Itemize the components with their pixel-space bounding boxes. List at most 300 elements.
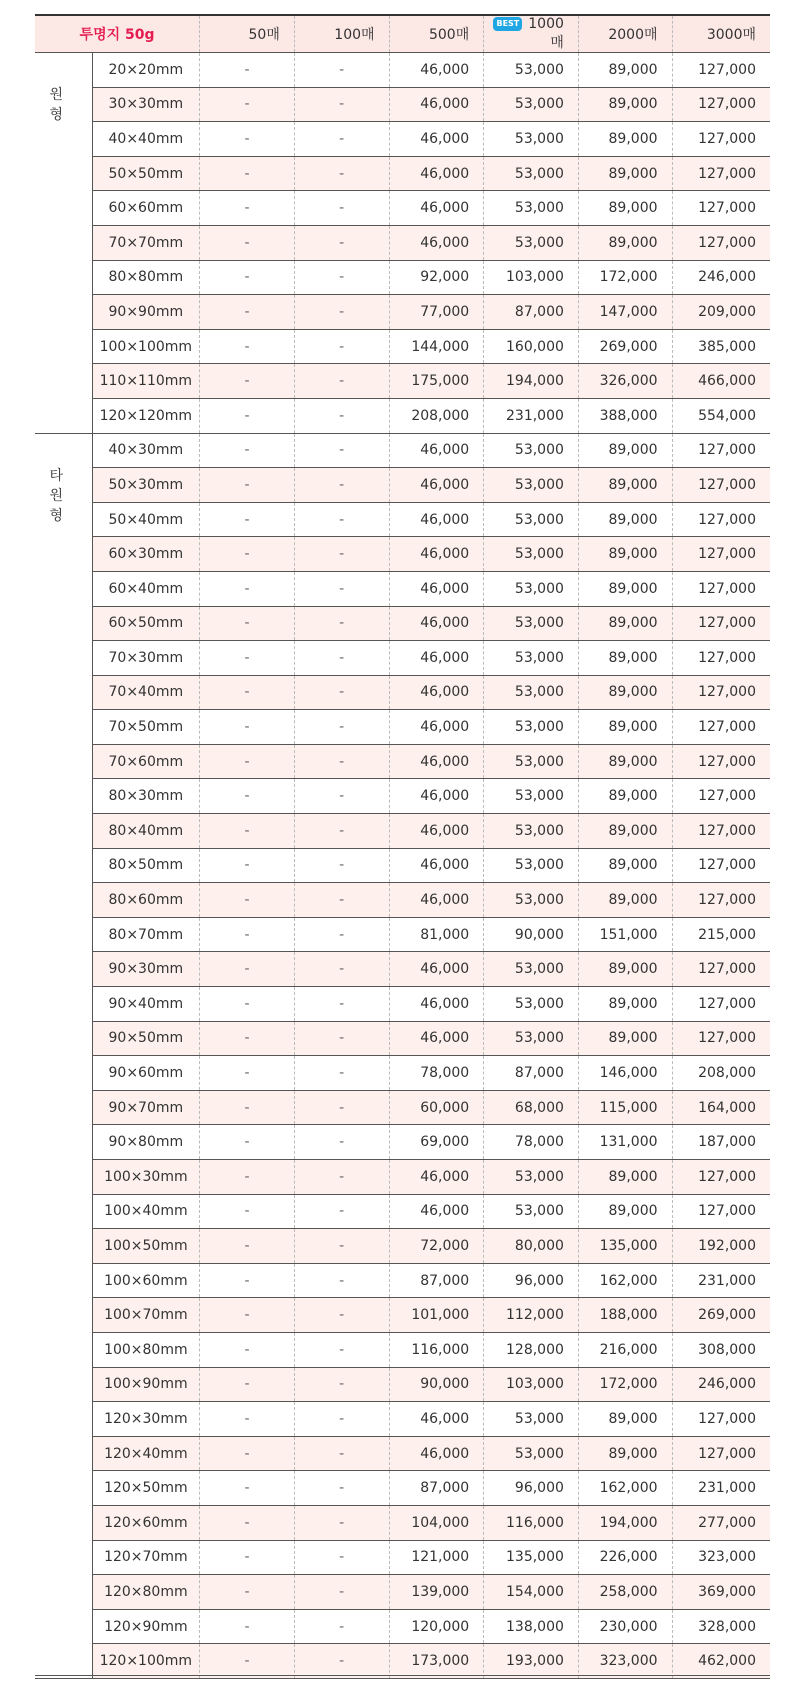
size-cell: 80×30mm [92, 779, 200, 814]
price-cell: 127,000 [672, 1402, 770, 1437]
price-cell: - [294, 191, 389, 226]
price-cell: 46,000 [389, 571, 484, 606]
price-cell: 53,000 [484, 191, 579, 226]
table-row [35, 606, 770, 641]
price-cell: 89,000 [578, 87, 672, 122]
price-cell: 127,000 [672, 848, 770, 883]
price-cell: - [294, 779, 389, 814]
price-cell: 89,000 [578, 848, 672, 883]
size-cell: 90×80mm [92, 1125, 200, 1160]
size-cell: 80×50mm [92, 848, 200, 883]
price-cell: 135,000 [484, 1540, 579, 1575]
price-cell: 112,000 [484, 1298, 579, 1333]
price-cell: 554,000 [672, 398, 770, 433]
column-header-best [484, 15, 579, 53]
price-cell: 46,000 [389, 225, 484, 260]
size-cell: 100×90mm [92, 1367, 200, 1402]
table-row [35, 779, 770, 814]
price-cell: - [200, 1160, 295, 1195]
price-table [35, 14, 770, 1679]
price-cell: - [294, 295, 389, 330]
price-cell: 101,000 [389, 1298, 484, 1333]
price-cell: - [294, 433, 389, 468]
size-cell: 90×60mm [92, 1056, 200, 1091]
price-cell: 53,000 [484, 537, 579, 572]
price-cell: 46,000 [389, 641, 484, 676]
price-cell: 127,000 [672, 433, 770, 468]
price-cell: 96,000 [484, 1263, 579, 1298]
price-cell: 231,000 [484, 398, 579, 433]
size-cell: 70×30mm [92, 641, 200, 676]
price-cell: - [294, 364, 389, 399]
price-cell: - [200, 364, 295, 399]
price-cell: 138,000 [484, 1609, 579, 1644]
price-cell: - [200, 1090, 295, 1125]
price-cell: 53,000 [484, 1021, 579, 1056]
price-cell: 388,000 [578, 398, 672, 433]
price-cell: 231,000 [672, 1263, 770, 1298]
table-row [35, 952, 770, 987]
price-cell: 160,000 [484, 329, 579, 364]
price-cell: 208,000 [672, 1056, 770, 1091]
price-cell: 127,000 [672, 87, 770, 122]
column-header: 50매 [200, 15, 295, 53]
price-cell: 127,000 [672, 1160, 770, 1195]
table-row [35, 502, 770, 537]
price-cell: - [294, 122, 389, 157]
price-cell: 89,000 [578, 571, 672, 606]
size-cell: 90×70mm [92, 1090, 200, 1125]
price-cell: 151,000 [578, 917, 672, 952]
price-cell: 46,000 [389, 502, 484, 537]
size-cell: 70×60mm [92, 744, 200, 779]
price-cell: 154,000 [484, 1575, 579, 1610]
price-cell: 96,000 [484, 1471, 579, 1506]
price-cell: - [294, 1229, 389, 1264]
price-cell: - [200, 537, 295, 572]
price-cell: - [294, 1021, 389, 1056]
price-cell: - [294, 814, 389, 849]
price-cell: 46,000 [389, 1436, 484, 1471]
price-cell: 127,000 [672, 191, 770, 226]
table-title: 투명지 50g [35, 15, 200, 53]
price-cell: 89,000 [578, 502, 672, 537]
size-cell: 60×30mm [92, 537, 200, 572]
price-cell: 53,000 [484, 675, 579, 710]
price-cell: 127,000 [672, 1021, 770, 1056]
group-label: 원 형 [35, 53, 92, 434]
price-cell: - [200, 1263, 295, 1298]
price-cell: - [294, 952, 389, 987]
price-cell: - [200, 1021, 295, 1056]
price-cell: 78,000 [484, 1125, 579, 1160]
price-cell: 269,000 [578, 329, 672, 364]
price-cell: - [200, 329, 295, 364]
price-cell: 216,000 [578, 1332, 672, 1367]
price-cell: - [200, 1644, 295, 1679]
group-label: 타 원 형 [35, 433, 92, 1678]
price-cell: 89,000 [578, 122, 672, 157]
price-cell: 172,000 [578, 1367, 672, 1402]
price-cell: 127,000 [672, 1194, 770, 1229]
price-cell: 46,000 [389, 1402, 484, 1437]
price-cell: 116,000 [484, 1505, 579, 1540]
price-cell: - [294, 502, 389, 537]
table-row [35, 537, 770, 572]
price-cell: 53,000 [484, 606, 579, 641]
price-cell: - [294, 1436, 389, 1471]
size-cell: 70×50mm [92, 710, 200, 745]
price-cell: 127,000 [672, 571, 770, 606]
price-cell: 308,000 [672, 1332, 770, 1367]
size-cell: 80×70mm [92, 917, 200, 952]
price-cell: 46,000 [389, 952, 484, 987]
price-cell: - [200, 1609, 295, 1644]
price-cell: 53,000 [484, 122, 579, 157]
price-cell: 127,000 [672, 641, 770, 676]
price-cell: 46,000 [389, 468, 484, 503]
price-cell: 53,000 [484, 710, 579, 745]
price-cell: 175,000 [389, 364, 484, 399]
price-cell: - [294, 606, 389, 641]
price-cell: 80,000 [484, 1229, 579, 1264]
price-cell: 46,000 [389, 1021, 484, 1056]
price-cell: 103,000 [484, 260, 579, 295]
price-cell: 115,000 [578, 1090, 672, 1125]
price-cell: 208,000 [389, 398, 484, 433]
price-cell: 127,000 [672, 225, 770, 260]
size-cell: 120×70mm [92, 1540, 200, 1575]
size-cell: 100×50mm [92, 1229, 200, 1264]
price-cell: 172,000 [578, 260, 672, 295]
price-cell: - [200, 156, 295, 191]
price-cell: 127,000 [672, 814, 770, 849]
price-cell: - [294, 156, 389, 191]
size-cell: 50×30mm [92, 468, 200, 503]
size-cell: 50×40mm [92, 502, 200, 537]
price-cell: - [294, 468, 389, 503]
price-cell: - [200, 917, 295, 952]
table-row [35, 917, 770, 952]
table-row [35, 1609, 770, 1644]
size-cell: 120×100mm [92, 1644, 200, 1679]
price-cell: 194,000 [484, 364, 579, 399]
price-cell: - [200, 398, 295, 433]
price-cell: 72,000 [389, 1229, 484, 1264]
size-cell: 80×40mm [92, 814, 200, 849]
price-cell: 162,000 [578, 1263, 672, 1298]
price-cell: 127,000 [672, 744, 770, 779]
header-row [35, 15, 770, 53]
price-cell: - [294, 260, 389, 295]
price-cell: 53,000 [484, 468, 579, 503]
table-row [35, 87, 770, 122]
price-cell: 53,000 [484, 1402, 579, 1437]
size-cell: 120×80mm [92, 1575, 200, 1610]
price-cell: 139,000 [389, 1575, 484, 1610]
price-cell: - [294, 1644, 389, 1679]
price-cell: 87,000 [484, 295, 579, 330]
price-cell: - [294, 1609, 389, 1644]
price-cell: 323,000 [672, 1540, 770, 1575]
price-cell: 53,000 [484, 225, 579, 260]
price-cell: 104,000 [389, 1505, 484, 1540]
size-cell: 100×100mm [92, 329, 200, 364]
table-row [35, 1298, 770, 1333]
price-cell: 92,000 [389, 260, 484, 295]
table-row [35, 883, 770, 918]
price-cell: 144,000 [389, 329, 484, 364]
table-row [35, 1436, 770, 1471]
price-cell: 466,000 [672, 364, 770, 399]
price-cell: 246,000 [672, 1367, 770, 1402]
size-cell: 80×80mm [92, 260, 200, 295]
price-cell: - [294, 1090, 389, 1125]
price-cell: - [294, 1471, 389, 1506]
price-cell: - [200, 571, 295, 606]
size-cell: 20×20mm [92, 53, 200, 88]
price-cell: 53,000 [484, 502, 579, 537]
price-cell: 87,000 [484, 1056, 579, 1091]
size-cell: 120×30mm [92, 1402, 200, 1437]
price-cell: 326,000 [578, 364, 672, 399]
price-cell: 89,000 [578, 952, 672, 987]
price-cell: - [200, 1229, 295, 1264]
size-cell: 80×60mm [92, 883, 200, 918]
price-cell: - [200, 710, 295, 745]
price-cell: 258,000 [578, 1575, 672, 1610]
price-cell: 89,000 [578, 675, 672, 710]
price-cell: 127,000 [672, 710, 770, 745]
price-cell: 89,000 [578, 710, 672, 745]
size-cell: 90×90mm [92, 295, 200, 330]
price-cell: - [200, 883, 295, 918]
price-cell: - [294, 1056, 389, 1091]
table-row [35, 191, 770, 226]
price-cell: 89,000 [578, 537, 672, 572]
size-cell: 60×50mm [92, 606, 200, 641]
price-cell: - [294, 329, 389, 364]
table-row [35, 1471, 770, 1506]
price-cell: 89,000 [578, 225, 672, 260]
size-cell: 90×40mm [92, 987, 200, 1022]
table-row [35, 1194, 770, 1229]
price-cell: 127,000 [672, 1436, 770, 1471]
price-cell: 46,000 [389, 848, 484, 883]
price-cell: 46,000 [389, 537, 484, 572]
table-row [35, 1505, 770, 1540]
column-header: 100매 [294, 15, 389, 53]
table-row [35, 1540, 770, 1575]
price-cell: 385,000 [672, 329, 770, 364]
price-cell: 53,000 [484, 433, 579, 468]
price-cell: 328,000 [672, 1609, 770, 1644]
column-header: 2000매 [578, 15, 672, 53]
price-cell: 103,000 [484, 1367, 579, 1402]
price-cell: 69,000 [389, 1125, 484, 1160]
price-cell: - [200, 87, 295, 122]
price-cell: 127,000 [672, 53, 770, 88]
price-cell: 89,000 [578, 987, 672, 1022]
price-cell: 46,000 [389, 433, 484, 468]
price-cell: 127,000 [672, 606, 770, 641]
price-cell: - [200, 1505, 295, 1540]
price-cell: - [200, 468, 295, 503]
price-cell: 53,000 [484, 1436, 579, 1471]
price-cell: 53,000 [484, 571, 579, 606]
price-cell: - [200, 191, 295, 226]
price-cell: 53,000 [484, 779, 579, 814]
price-cell: 77,000 [389, 295, 484, 330]
table-row [35, 225, 770, 260]
price-cell: - [200, 1575, 295, 1610]
table-row [35, 364, 770, 399]
table-row [35, 1332, 770, 1367]
price-cell: 90,000 [484, 917, 579, 952]
price-cell: - [294, 1263, 389, 1298]
price-cell: 68,000 [484, 1090, 579, 1125]
price-cell: 81,000 [389, 917, 484, 952]
price-cell: 147,000 [578, 295, 672, 330]
price-cell: 89,000 [578, 1402, 672, 1437]
price-cell: 127,000 [672, 156, 770, 191]
size-cell: 100×80mm [92, 1332, 200, 1367]
price-cell: - [294, 537, 389, 572]
price-cell: 127,000 [672, 537, 770, 572]
size-cell: 40×40mm [92, 122, 200, 157]
size-cell: 120×40mm [92, 1436, 200, 1471]
table-row [35, 1367, 770, 1402]
table-row [35, 1125, 770, 1160]
price-cell: 46,000 [389, 883, 484, 918]
price-cell: 127,000 [672, 675, 770, 710]
price-cell: - [294, 225, 389, 260]
price-cell: 369,000 [672, 1575, 770, 1610]
price-cell: 135,000 [578, 1229, 672, 1264]
price-cell: - [200, 1125, 295, 1160]
price-cell: 127,000 [672, 468, 770, 503]
price-cell: 46,000 [389, 987, 484, 1022]
size-cell: 90×30mm [92, 952, 200, 987]
table-row [35, 1229, 770, 1264]
size-cell: 120×60mm [92, 1505, 200, 1540]
price-cell: 116,000 [389, 1332, 484, 1367]
price-cell: - [200, 606, 295, 641]
price-cell: 46,000 [389, 675, 484, 710]
price-cell: - [200, 295, 295, 330]
price-cell: 277,000 [672, 1505, 770, 1540]
column-header: 3000매 [672, 15, 770, 53]
table-row [35, 1160, 770, 1195]
price-cell: - [200, 814, 295, 849]
price-cell: 131,000 [578, 1125, 672, 1160]
price-cell: - [200, 53, 295, 88]
price-cell: 46,000 [389, 710, 484, 745]
price-cell: - [200, 779, 295, 814]
price-cell: - [294, 744, 389, 779]
price-cell: - [200, 260, 295, 295]
price-cell: 53,000 [484, 1194, 579, 1229]
price-cell: - [200, 1056, 295, 1091]
price-cell: - [294, 883, 389, 918]
price-cell: 193,000 [484, 1644, 579, 1679]
column-header-label: 1000매 [528, 16, 564, 51]
price-cell: 46,000 [389, 779, 484, 814]
price-cell: 53,000 [484, 987, 579, 1022]
price-cell: - [200, 675, 295, 710]
price-cell: - [200, 1367, 295, 1402]
price-cell: 46,000 [389, 606, 484, 641]
price-cell: 187,000 [672, 1125, 770, 1160]
price-cell: 128,000 [484, 1332, 579, 1367]
price-cell: 188,000 [578, 1298, 672, 1333]
price-cell: - [294, 1194, 389, 1229]
price-cell: 53,000 [484, 53, 579, 88]
table-row [35, 1263, 770, 1298]
price-cell: 89,000 [578, 156, 672, 191]
table-row [35, 1575, 770, 1610]
size-cell: 100×40mm [92, 1194, 200, 1229]
size-cell: 120×90mm [92, 1609, 200, 1644]
price-cell: 53,000 [484, 1160, 579, 1195]
price-cell: - [200, 848, 295, 883]
size-cell: 100×30mm [92, 1160, 200, 1195]
price-cell: 231,000 [672, 1471, 770, 1506]
price-cell: 89,000 [578, 779, 672, 814]
price-cell: - [200, 987, 295, 1022]
table-row [35, 122, 770, 157]
size-cell: 60×60mm [92, 191, 200, 226]
price-cell: 269,000 [672, 1298, 770, 1333]
price-cell: 46,000 [389, 53, 484, 88]
price-cell: - [294, 1160, 389, 1195]
price-cell: - [294, 641, 389, 676]
price-cell: 46,000 [389, 1160, 484, 1195]
price-cell: 89,000 [578, 744, 672, 779]
size-cell: 30×30mm [92, 87, 200, 122]
price-cell: 192,000 [672, 1229, 770, 1264]
price-cell: - [200, 433, 295, 468]
size-cell: 100×70mm [92, 1298, 200, 1333]
size-cell: 100×60mm [92, 1263, 200, 1298]
price-cell: - [200, 1540, 295, 1575]
size-cell: 120×120mm [92, 398, 200, 433]
price-cell: 209,000 [672, 295, 770, 330]
price-cell: - [294, 1367, 389, 1402]
price-cell: - [200, 1194, 295, 1229]
price-cell: 53,000 [484, 156, 579, 191]
price-cell: 127,000 [672, 883, 770, 918]
table-row [35, 53, 770, 88]
price-cell: - [200, 1298, 295, 1333]
price-cell: - [294, 571, 389, 606]
table-row [35, 398, 770, 433]
price-cell: 89,000 [578, 433, 672, 468]
size-cell: 50×50mm [92, 156, 200, 191]
table-row [35, 1021, 770, 1056]
price-cell: 173,000 [389, 1644, 484, 1679]
best-badge: BEST [493, 17, 522, 31]
table-row [35, 744, 770, 779]
price-cell: - [294, 1402, 389, 1437]
size-cell: 70×70mm [92, 225, 200, 260]
price-cell: - [200, 1332, 295, 1367]
price-cell: 89,000 [578, 1160, 672, 1195]
price-cell: - [200, 1436, 295, 1471]
table-row [35, 1090, 770, 1125]
price-cell: - [294, 398, 389, 433]
price-cell: 162,000 [578, 1471, 672, 1506]
